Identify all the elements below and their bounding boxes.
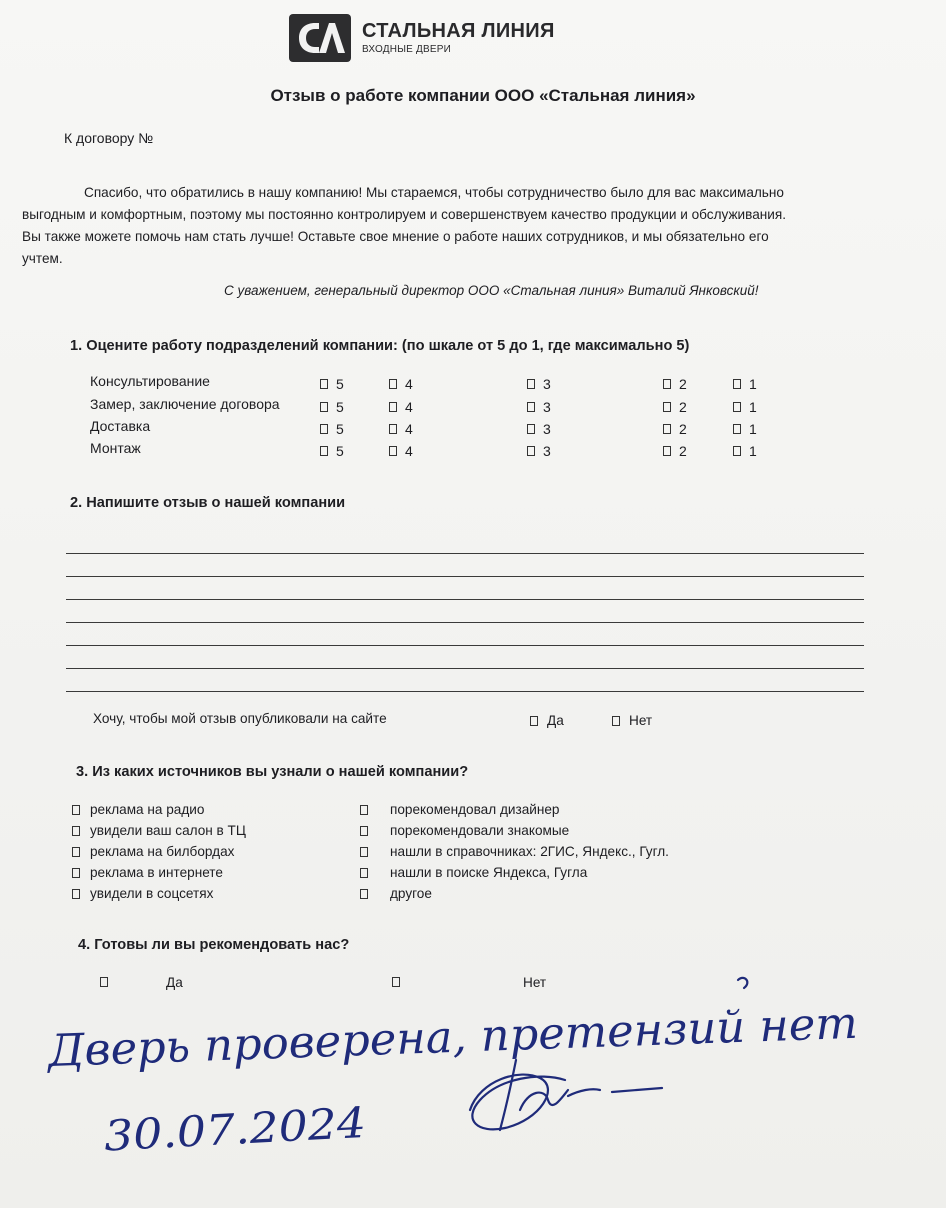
checkbox[interactable] [527, 424, 535, 434]
checkbox[interactable] [733, 379, 741, 389]
rating-value: 5 [336, 399, 344, 415]
checkbox[interactable] [530, 716, 538, 726]
rating-value: 4 [405, 376, 413, 392]
rating-row [0, 440, 946, 462]
handwritten-annotation [0, 960, 946, 1208]
checkbox[interactable] [320, 424, 328, 434]
source-option[interactable] [72, 823, 246, 838]
rating-value: 3 [543, 421, 551, 437]
checkbox[interactable] [389, 379, 397, 389]
rating-value: 1 [749, 443, 757, 459]
checkbox[interactable] [360, 847, 368, 857]
recommend-no-label: Нет [523, 975, 547, 990]
recommend-yes-label: Да [166, 975, 183, 990]
checkbox[interactable] [733, 424, 741, 434]
checkbox[interactable] [72, 805, 80, 815]
rating-value: 5 [336, 421, 344, 437]
checkbox[interactable] [320, 379, 328, 389]
review-line[interactable] [66, 622, 864, 623]
rating-option[interactable] [320, 421, 344, 437]
rating-option[interactable] [320, 399, 344, 415]
rating-value: 4 [405, 443, 413, 459]
source-option[interactable] [72, 886, 213, 901]
checkbox[interactable] [663, 446, 671, 456]
rating-value: 3 [543, 376, 551, 392]
review-line[interactable] [66, 553, 864, 554]
checkbox[interactable] [612, 716, 620, 726]
question-4-heading: 4. Готовы ли вы рекомендовать нас? [78, 937, 350, 953]
source-option[interactable] [72, 802, 204, 817]
checkbox[interactable] [527, 446, 535, 456]
rating-value: 2 [679, 399, 687, 415]
source-label: реклама в интернете [90, 865, 223, 880]
rating-option[interactable] [733, 376, 757, 392]
checkbox[interactable] [527, 379, 535, 389]
publish-yes-label: Да [547, 713, 564, 728]
rating-value: 4 [405, 421, 413, 437]
handwritten-date: 30.07.2024 [102, 1099, 346, 1161]
publish-no-option[interactable] [612, 713, 652, 728]
handwritten-note: Дверь проверена, претензий нет [47, 998, 845, 1078]
question-3-heading: 3. Из каких источников вы узнали о нашей компании? [76, 764, 469, 780]
checkbox[interactable] [360, 826, 368, 836]
department-label: Консультирование [90, 373, 210, 389]
rating-option[interactable] [733, 443, 757, 459]
source-option[interactable] [360, 886, 432, 901]
source-option[interactable] [360, 865, 587, 880]
source-label: увидели в соцсетях [90, 886, 214, 901]
source-label: реклама на радио [90, 802, 205, 817]
checkbox[interactable] [320, 402, 328, 412]
rating-option[interactable] [527, 421, 551, 437]
review-line[interactable] [66, 691, 864, 692]
contract-number-field[interactable]: К договору № [64, 130, 154, 146]
checkbox[interactable] [320, 446, 328, 456]
company-name: СТАЛЬНАЯ ЛИНИЯ [362, 20, 555, 42]
director-signoff: С уважением, генеральный директор ООО «Стальная линия» Виталий Янковский! [224, 283, 759, 298]
department-label: Замер, заключение договора [90, 396, 280, 412]
rating-value: 4 [405, 399, 413, 415]
rating-row [0, 418, 946, 440]
checkbox[interactable] [389, 402, 397, 412]
checkbox[interactable] [663, 424, 671, 434]
logo-icon [289, 14, 351, 62]
rating-value: 3 [543, 443, 551, 459]
rating-value: 2 [679, 376, 687, 392]
source-label: увидели ваш салон в ТЦ [90, 823, 246, 838]
rating-option[interactable] [389, 443, 413, 459]
rating-value: 1 [749, 399, 757, 415]
intro-line: Спасибо, что обратились в нашу компанию! Мы стараемся, чтобы сотрудничество было для вас максимально [84, 185, 784, 200]
rating-option[interactable] [389, 421, 413, 437]
rating-value: 1 [749, 376, 757, 392]
rating-option[interactable] [527, 399, 551, 415]
checkbox[interactable] [527, 402, 535, 412]
checkbox[interactable] [360, 889, 368, 899]
source-label: порекомендовали знакомые [390, 823, 570, 838]
rating-option[interactable] [663, 443, 687, 459]
review-line[interactable] [66, 668, 864, 669]
publish-no-label: Нет [629, 713, 653, 728]
question-1-heading: 1. Оцените работу подразделений компании: (по шкале от 5 до 1, где максимально 5) [70, 338, 690, 354]
review-line[interactable] [66, 645, 864, 646]
rating-value: 2 [679, 421, 687, 437]
checkbox[interactable] [360, 868, 368, 878]
rating-option[interactable] [320, 443, 344, 459]
intro-paragraph [22, 182, 938, 270]
source-label: порекомендовал дизайнер [390, 802, 560, 817]
checkbox[interactable] [663, 402, 671, 412]
checkbox[interactable] [733, 402, 741, 412]
department-label: Доставка [90, 418, 151, 434]
source-option[interactable] [72, 865, 223, 880]
intro-line: учтем. [22, 251, 63, 266]
source-option[interactable] [72, 844, 234, 859]
rating-value: 5 [336, 443, 344, 459]
rating-option[interactable] [733, 399, 757, 415]
intro-line: Вы также можете помочь нам стать лучше! Оставьте свое мнение о работе наших сотрудников, и мы обязательно его [22, 229, 769, 244]
checkbox[interactable] [72, 889, 80, 899]
checkbox[interactable] [389, 446, 397, 456]
checkbox[interactable] [389, 424, 397, 434]
checkbox[interactable] [72, 868, 80, 878]
rating-option[interactable] [663, 421, 687, 437]
rating-value: 2 [679, 443, 687, 459]
intro-line: выгодным и комфортным, поэтому мы постоянно контролируем и совершенствуем качество продукции и обслуживания. [22, 207, 787, 222]
rating-option[interactable] [389, 376, 413, 392]
company-logo-mark [289, 14, 351, 62]
rating-row [0, 373, 946, 395]
source-label: нашли в поиске Яндекса, Гугла [390, 865, 588, 880]
checkbox[interactable] [72, 847, 80, 857]
review-line[interactable] [66, 576, 864, 577]
checkbox[interactable] [663, 379, 671, 389]
rating-value: 3 [543, 399, 551, 415]
checkbox[interactable] [72, 826, 80, 836]
rating-option[interactable] [733, 421, 757, 437]
rating-option[interactable] [663, 376, 687, 392]
company-tagline: ВХОДНЫЕ ДВЕРИ [362, 44, 451, 55]
rating-value: 1 [749, 421, 757, 437]
checkbox[interactable] [360, 805, 368, 815]
publish-question: Хочу, чтобы мой отзыв опубликовали на сайте [93, 711, 387, 726]
rating-option[interactable] [527, 376, 551, 392]
department-label: Монтаж [90, 440, 141, 456]
checkbox[interactable] [733, 446, 741, 456]
rating-value: 5 [336, 376, 344, 392]
source-option[interactable] [360, 802, 559, 817]
review-line[interactable] [66, 599, 864, 600]
source-label: другое [390, 886, 432, 901]
question-2-heading: 2. Напишите отзыв о нашей компании [70, 495, 346, 511]
source-label: нашли в справочниках: 2ГИС, Яндекс., Гугл. [390, 844, 669, 859]
source-option[interactable] [360, 823, 569, 838]
document-title: Отзыв о работе компании ООО «Стальная линия» [270, 86, 696, 105]
source-label: реклама на билбордах [90, 844, 235, 859]
rating-row [0, 396, 946, 418]
rating-option[interactable] [663, 399, 687, 415]
source-option[interactable] [360, 844, 669, 859]
rating-option[interactable] [389, 399, 413, 415]
rating-option[interactable] [527, 443, 551, 459]
rating-option[interactable] [320, 376, 344, 392]
publish-yes-option[interactable] [530, 713, 564, 728]
